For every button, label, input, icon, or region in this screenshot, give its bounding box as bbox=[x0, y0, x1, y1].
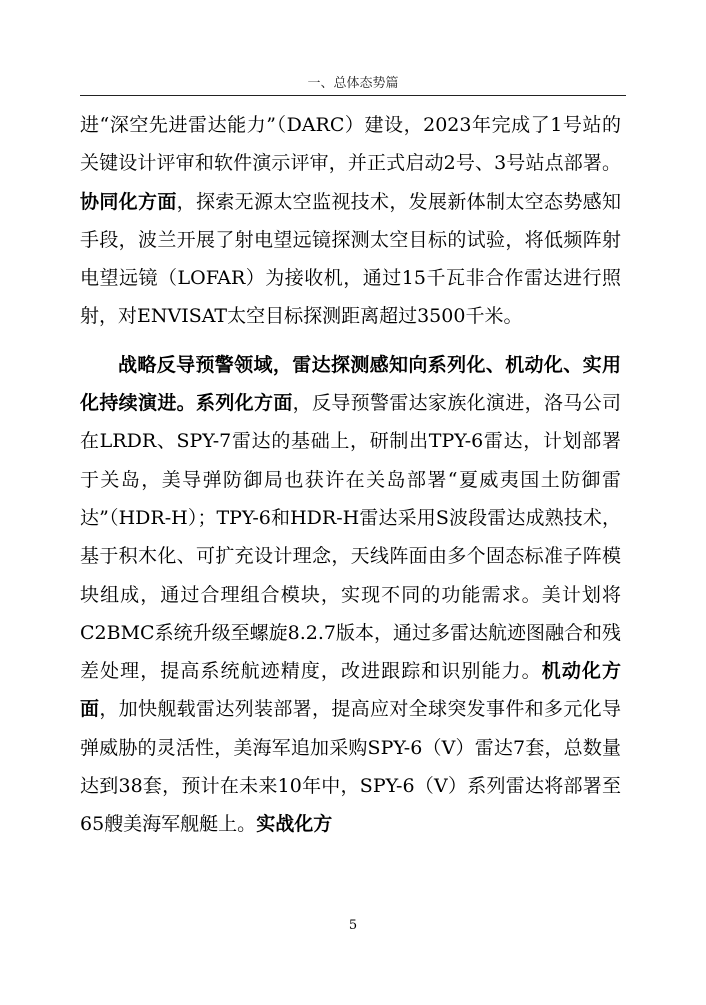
running-header: 一、总体态势篇 bbox=[307, 76, 399, 91]
header-rule bbox=[80, 95, 626, 96]
paragraph-2-bold-3: 实战化方 bbox=[256, 813, 333, 836]
paragraph-1-bold-1: 协同化方面 bbox=[80, 190, 177, 213]
paragraph-2-text-1: ，反导预警雷达家族化演进，洛马公司在LRDR、SPY-7雷达的基础上，研制出TPY-6雷达，计划部署于关岛，美导弹防御局也获许在关岛部署“夏威夷国土防御雷达”（HDR-H）；TPY-6和HDR-H雷达采用S波段雷达成熟技术，基于积木化、可扩充设计理念，天线阵面由多个固态标准子阵模块组成，通过合理组合模块，实现不同的功能需求。美计划将C2BMC系统升级至螺旋8.2.7版本，通过多雷达航迹图融合和残差处理，提高系统航迹精度，改进跟踪和识别能力。 bbox=[80, 392, 621, 683]
paragraph-1-text-1: 进“深空先进雷达能力”（DARC）建设，2023年完成了1号站的关键设计评审和软件演示评审，并正式启动2号、3号站点部署。 bbox=[80, 114, 621, 175]
page-number: 5 bbox=[348, 918, 358, 933]
paragraph-1 bbox=[80, 106, 621, 336]
paragraph-2 bbox=[80, 346, 621, 844]
paragraph-2-text-2: ，加快舰载雷达列装部署，提高应对全球突发事件和多元化导弹威胁的灵活性，美海军追加采购SPY-6（V）雷达7套，总数量达到38套，预计在未来10年中，SPY-6（V）系列雷达将部署至65艘美海军舰艇上。 bbox=[80, 698, 621, 836]
paragraph-1-text-2: ，探索无源太空监视技术，发展新体制太空态势感知手段，波兰开展了射电望远镜探测太空目标的试验，将低频阵射电望远镜（LOFAR）为接收机，通过15千瓦非合作雷达进行照射，对ENVISAT太空目标探测距离超过3500千米。 bbox=[80, 190, 621, 328]
paragraph-2-bold-2: 机动化方面 bbox=[80, 660, 621, 721]
body-text bbox=[80, 106, 621, 844]
paragraph-2-bold-1: 战略反导预警领域，雷达探测感知向系列化、机动化、实用化持续演进。系列化方面 bbox=[80, 353, 621, 415]
